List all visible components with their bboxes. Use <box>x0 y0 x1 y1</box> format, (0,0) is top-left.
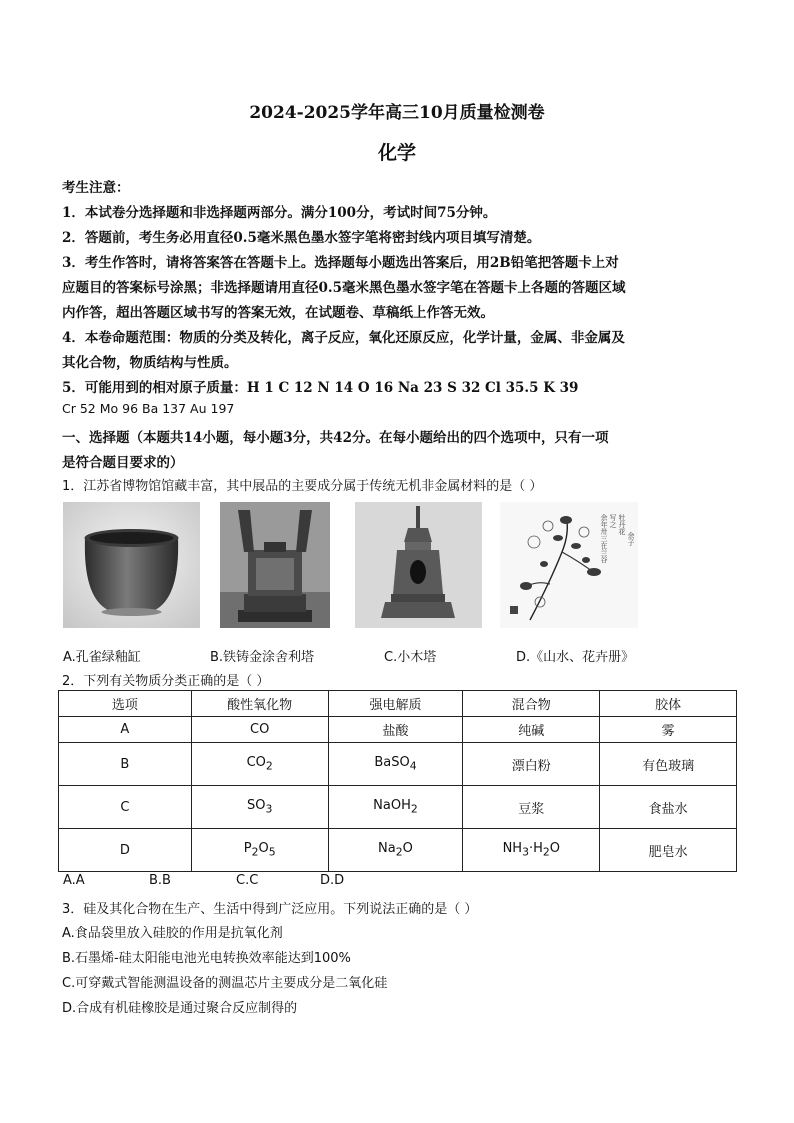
acidic-oxide-cell <box>191 786 328 829</box>
q1-option-d: D.《山水、花卉册》 <box>516 650 635 665</box>
mixture-cell: 纯碱 <box>463 717 600 743</box>
notice-line-4: 应题目的答案标号涂黑；非选择题请用直径0.5毫米黑色墨水签字笔在答题卡上各题的答题区域 <box>62 280 626 296</box>
formula-text: SO <box>246 798 266 814</box>
formula-text: O <box>549 841 561 857</box>
formula-subscript: 2 <box>251 845 259 859</box>
calligraphy-text-2: 写之 <box>609 514 617 528</box>
formula-text: NH <box>502 841 523 857</box>
calligraphy-text-1: 余年卅三在兰谷 <box>600 514 608 563</box>
q3-option-b: B.石墨烯-硅太阳能电池光电转换效率能达到100% <box>62 951 351 966</box>
formula-text: O <box>402 841 413 857</box>
electrolyte-cell <box>328 743 463 786</box>
table-row <box>59 743 737 786</box>
formula-text: BaSO <box>374 755 410 771</box>
exam-title: 2024-2025学年高三10月质量检测卷 <box>249 103 545 123</box>
mixture-cell: 漂白粉 <box>463 743 600 786</box>
q2-option-d: D.D <box>320 873 345 888</box>
formula-subscript: 5 <box>268 845 276 859</box>
row-option: D <box>59 829 192 872</box>
q2-option-c: C.C <box>236 873 259 888</box>
colloid-cell: 肥皂水 <box>600 829 737 872</box>
notice-line-8: 5．可能用到的相对原子质量：H 1 C 12 N 14 O 16 Na 23 S 32 Cl 35.5 K 39 <box>62 380 579 396</box>
jar-image <box>63 502 200 628</box>
calligraphy-text-4: 余子 <box>627 532 635 546</box>
q2-stem: 2．下列有关物质分类正确的是（ ） <box>62 674 270 689</box>
header-mixture: 混合物 <box>463 691 600 717</box>
table-row <box>59 717 737 743</box>
formula-text: P <box>243 841 252 857</box>
table-row <box>59 786 737 829</box>
notice-heading: 考生注意： <box>62 180 130 196</box>
formula-subscript: 2 <box>410 802 418 816</box>
electrolyte-cell <box>328 829 463 872</box>
q2-option-b: B.B <box>149 873 171 888</box>
formula-text: CO <box>250 722 270 737</box>
mixture-cell <box>463 829 600 872</box>
acidic-oxide-cell <box>191 829 328 872</box>
notice-line-2: 2．答题前，考生务必用直径0.5毫米黑色墨水签字笔将密封线内项目填写清楚。 <box>62 230 541 246</box>
row-option: A <box>59 717 192 743</box>
row-option: C <box>59 786 192 829</box>
notice-line-6: 4．本卷命题范围：物质的分类及转化，离子反应，氧化还原反应，化学计量，金属、非金属及 <box>62 330 625 346</box>
formula-subscript: 2 <box>542 845 550 859</box>
classification-table <box>58 690 737 872</box>
seal-stamp <box>510 606 518 614</box>
section1-heading-2: 是符合题目要求的） <box>62 455 184 471</box>
q2-option-a: A.A <box>63 873 85 888</box>
colloid-cell: 雾 <box>600 717 737 743</box>
q3-stem: 3．硅及其化合物在生产、生活中得到广泛应用。下列说法正确的是（ ） <box>62 902 478 917</box>
formula-text: CO <box>246 755 266 771</box>
atomic-masses-cont: Cr 52 Mo 96 Ba 137 Au 197 <box>62 401 235 416</box>
q3-option-a: A.食品袋里放入硅胶的作用是抗氧化剂 <box>62 926 283 941</box>
electrolyte-cell <box>328 786 463 829</box>
table-header-row <box>59 691 737 717</box>
row-option: B <box>59 743 192 786</box>
formula-subscript: 4 <box>409 759 417 773</box>
header-colloid: 胶体 <box>600 691 737 717</box>
q3-option-d: D.合成有机硅橡胶是通过聚合反应制得的 <box>62 1001 298 1016</box>
table-row <box>59 829 737 872</box>
notice-line-3: 3．考生作答时，请将答案答在答题卡上。选择题每小题选出答案后，用2B铅笔把答题卡上对 <box>62 255 619 271</box>
formula-text: Na <box>378 841 396 857</box>
formula-text: NaOH <box>373 798 411 814</box>
pagoda-image <box>220 502 330 628</box>
q1-option-c: C.小木塔 <box>384 650 437 665</box>
mixture-cell: 豆浆 <box>463 786 600 829</box>
electrolyte-cell: 盐酸 <box>328 717 463 743</box>
header-acidic-oxide: 酸性氧化物 <box>191 691 328 717</box>
formula-subscript: 2 <box>265 759 273 773</box>
painting-image <box>500 502 638 628</box>
notice-line-7: 其化合物，物质结构与性质。 <box>62 355 238 371</box>
acidic-oxide-cell <box>191 717 328 743</box>
subject-title: 化学 <box>377 142 416 164</box>
formula-text: O <box>258 841 269 857</box>
acidic-oxide-cell <box>191 743 328 786</box>
colloid-cell: 食盐水 <box>600 786 737 829</box>
colloid-cell: 有色玻璃 <box>600 743 737 786</box>
q1-option-b: B.铁铸金涂舍利塔 <box>210 650 315 665</box>
header-strong-electrolyte: 强电解质 <box>328 691 463 717</box>
header-option: 选项 <box>59 691 192 717</box>
q1-option-a: A.孔雀绿釉缸 <box>63 650 141 665</box>
section1-heading-1: 一、选择题（本题共14小题，每小题3分，共42分。在每小题给出的四个选项中，只有一项 <box>62 430 609 446</box>
notice-line-5: 内作答，超出答题区域书写的答案无效，在试题卷、草稿纸上作答无效。 <box>62 305 494 321</box>
q3-option-c: C.可穿戴式智能测温设备的测温芯片主要成分是二氧化硅 <box>62 976 388 991</box>
notice-line-1: 1．本试卷分选择题和非选择题两部分。满分100分，考试时间75分钟。 <box>62 205 497 221</box>
formula-subscript: 2 <box>395 845 403 859</box>
formula-subscript: 3 <box>522 845 529 859</box>
calligraphy-text-3: 牡丹花 <box>618 514 626 535</box>
q1-stem: 1．江苏省博物馆馆藏丰富，其中展品的主要成分属于传统无机非金属材料的是（ ） <box>62 479 543 494</box>
formula-text: ·H <box>528 841 543 857</box>
formula-subscript: 3 <box>265 802 273 816</box>
wooden-tower-image <box>355 502 482 628</box>
